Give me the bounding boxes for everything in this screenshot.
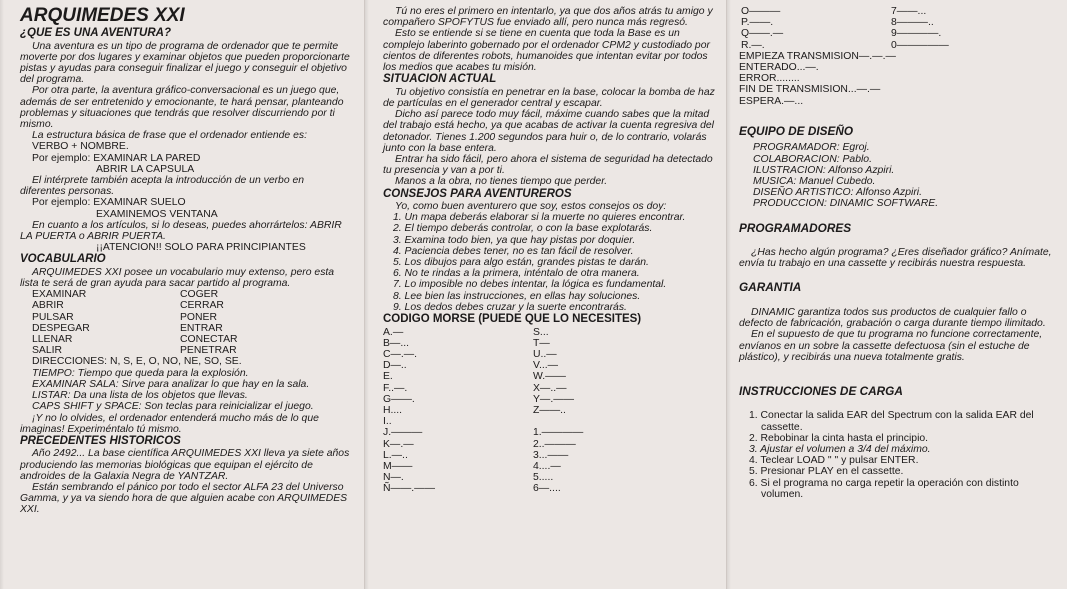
directions-line: DIRECCIONES: N, S, E, O, NO, NE, SO, SE. bbox=[32, 356, 242, 368]
verb-item: EXAMINAR bbox=[32, 289, 87, 301]
morse-item: E. bbox=[383, 371, 393, 383]
tip-item: 3. Examina todo bien, ya que hay pistas por doquier. bbox=[393, 234, 636, 246]
heading-vocabulario: VOCABULARIO bbox=[20, 253, 106, 266]
morse-item: I.. bbox=[383, 416, 392, 428]
credit-item: DISEÑO ARTISTICO: Alfonso Azpiri. bbox=[753, 187, 922, 199]
paragraph: Están sembrando el pánico por todo el sector ALFA 23 del Universo Gamma, y ya va siendo hora de que alguien acabe con ARQUIMEDES XXI. bbox=[20, 482, 348, 516]
heading-que-es-aventura: ¿QUE ES UNA AVENTURA? bbox=[20, 27, 171, 39]
heading-programadores: PROGRAMADORES bbox=[739, 220, 852, 235]
heading-equipo: EQUIPO DE DISEÑO bbox=[739, 123, 854, 138]
morse-item: Z——.. bbox=[533, 405, 566, 416]
morse-item: M—— bbox=[383, 461, 413, 473]
example-line: Por ejemplo: EXAMINAR LA PARED bbox=[32, 152, 201, 164]
load-step: 6. Si el programa no carga repetir la operación con distinto volumen. bbox=[749, 477, 1019, 500]
signal-item: ERROR........ bbox=[739, 73, 800, 85]
column-left bbox=[0, 0, 364, 589]
heading-situacion: SITUACION ACTUAL bbox=[383, 73, 497, 86]
credit-item: PROGRAMADOR: Egroj. bbox=[753, 142, 870, 154]
warning-line: ¡¡ATENCION!! SOLO PARA PRINCIPIANTES bbox=[96, 242, 306, 254]
morse-item: 0————— bbox=[891, 39, 949, 51]
morse-item: N—. bbox=[383, 472, 404, 484]
example-line: EXAMINEMOS VENTANA bbox=[96, 208, 218, 220]
verb-list bbox=[20, 289, 350, 356]
paragraph: En el supuesto de que tu programa no funcione correctamente, envíanos en un sobre la cassette defectuosa (sin el estuche de plástico), y recibirás una nueva totalmente gratis. bbox=[739, 329, 1043, 363]
paragraph: ¿Has hecho algún programa? ¿Eres diseñador gráfico? Anímate, envía tu trabajo en una cassette y recibirás nuestra respuesta. bbox=[739, 247, 1052, 270]
morse-item: 3...—— bbox=[533, 449, 569, 461]
heading-garantia: GARANTIA bbox=[739, 280, 802, 295]
paragraph: ¡Y no lo olvides, el ordenador entenderá mucho más de lo que imaginas! Experiméntalo tú mismo. bbox=[20, 412, 319, 435]
signal-item: EMPIEZA TRANSMISION—.—.— bbox=[739, 50, 896, 62]
command-line: LISTAR: Da una lista de los objetos que llevas. bbox=[32, 390, 248, 402]
paragraph: Yo, como buen aventurero que soy, estos consejos os doy: bbox=[395, 201, 667, 213]
command-line: EXAMINAR SALA: Sirve para analizar lo que hay en la sala. bbox=[32, 378, 310, 390]
heading-consejos: CONSEJOS PARA AVENTUREROS bbox=[383, 187, 572, 200]
morse-item: 1.———— bbox=[533, 427, 584, 439]
credit-item: PRODUCCION: DINAMIC SOFTWARE. bbox=[753, 198, 939, 210]
load-steps-list bbox=[739, 410, 1053, 500]
tip-item: 8. Lee bien las instrucciones, en ellas hay soluciones. bbox=[393, 290, 641, 302]
heading-instrucciones-carga: INSTRUCCIONES DE CARGA bbox=[739, 383, 903, 398]
paragraph: Manos a la obra, no tienes tiempo que perder. bbox=[395, 176, 608, 188]
verb-item: CONECTAR bbox=[180, 334, 238, 346]
column-middle bbox=[364, 0, 726, 589]
paragraph: Tú no eres el primero en intentarlo, ya que dos años atrás tu amigo y compañero SPOFYTUS fue enviado allí, pero nunca más regresó. bbox=[383, 6, 713, 29]
tip-item: 6. No te rindas a la primera, inténtalo de otra manera. bbox=[393, 268, 640, 280]
verb-item: PULSAR bbox=[32, 311, 74, 323]
morse-item bbox=[533, 416, 720, 427]
column-right bbox=[726, 0, 1067, 589]
morse-table bbox=[383, 327, 720, 495]
morse-item: C—.—. bbox=[383, 348, 418, 360]
verb-item: COGER bbox=[180, 289, 219, 301]
verb-item: ABRIR bbox=[32, 300, 64, 312]
morse-item: 8———.. bbox=[891, 17, 934, 29]
signal-list bbox=[739, 51, 1053, 107]
credit-item: MUSICA: Manuel Cubedo. bbox=[753, 175, 876, 187]
heading-morse: CODIGO MORSE (PUEDE QUE LO NECESITES) bbox=[383, 313, 642, 326]
morse-item: Y—.—— bbox=[533, 393, 574, 405]
tip-item: 7. Lo imposible no debes intentar, la lógica es fundamental. bbox=[393, 279, 667, 291]
paragraph: Esto se entiende si se tiene en cuenta que toda la Base es un complejo laberinto gobernado por el ordenador CPM2 y custodiado por cientos de diferentes robots, humanoides que intentan evitar por todos los medios que acabes tu misión. bbox=[383, 28, 710, 74]
morse-item: D—.. bbox=[383, 360, 407, 372]
game-title: ARQUIMEDES XXI bbox=[20, 5, 185, 26]
verb-item: PENETRAR bbox=[180, 345, 237, 357]
morse-item: T— bbox=[533, 337, 550, 349]
tips-list bbox=[383, 212, 720, 313]
credits-list bbox=[739, 142, 1053, 209]
tip-item: 2. El tiempo deberás controlar, o con la base explotarás. bbox=[393, 223, 653, 235]
paragraph: Entrar ha sido fácil, pero ahora el sistema de seguridad ha detectado tu presencia y van a por ti. bbox=[383, 153, 713, 177]
signal-item: FIN DE TRANSMISION...—.— bbox=[739, 84, 881, 96]
morse-item: 9————. bbox=[891, 28, 942, 40]
paragraph: Una aventura es un tipo de programa de ordenador que te permite moverte por dos lugares y examinar objetos que pueden proporcionarte pistas y ayudas para conseguir finalizar el juego y conseguir el objetivo del programa. bbox=[20, 40, 350, 86]
verb-item: ENTRAR bbox=[180, 322, 223, 334]
verb-item: CERRAR bbox=[180, 300, 224, 312]
morse-item: Q——.— bbox=[741, 28, 784, 40]
paragraph: La estructura básica de frase que el ordenador entiende es: bbox=[32, 130, 307, 142]
morse-item: G——. bbox=[383, 393, 415, 405]
signal-item: ENTERADO...—. bbox=[739, 62, 819, 74]
signal-item: ESPERA.—... bbox=[739, 95, 804, 107]
morse-item: O——— bbox=[741, 6, 781, 17]
morse-item: 2..——— bbox=[533, 438, 576, 450]
command-line: TIEMPO: Tiempo que queda para la explosión. bbox=[32, 367, 249, 379]
morse-item: A.— bbox=[383, 326, 404, 338]
morse-item: 4....— bbox=[533, 461, 561, 473]
example-line: Por ejemplo: EXAMINAR SUELO bbox=[32, 197, 186, 209]
verb-item: LLENAR bbox=[32, 334, 73, 346]
morse-item: W.—— bbox=[533, 371, 566, 383]
tip-item: 1. Un mapa deberás elaborar si la muerte no quieres encontrar. bbox=[393, 212, 686, 224]
load-step: 4. Teclear LOAD " " y pulsar ENTER. bbox=[749, 455, 919, 467]
morse-item: 7——... bbox=[891, 6, 927, 17]
paragraph: Tu objetivo consistía en penetrar en la base, colocar la bomba de haz de partículas en el generador central y escapar. bbox=[383, 86, 715, 109]
morse-item: U..— bbox=[533, 348, 557, 360]
morse-item: S... bbox=[533, 326, 549, 338]
paragraph: El intérprete también acepta la introducción de un verbo en diferentes personas. bbox=[20, 174, 305, 198]
command-line: CAPS SHIFT y SPACE: Son teclas para reinicializar el juego. bbox=[32, 401, 314, 413]
paragraph: Por otra parte, la aventura gráfico-conversacional es un juego que, además de ser entretenido y emocionante, te hará pensar, planteando problemas y situaciones que tendrás que resolver discurriendo por ti mismo. bbox=[20, 85, 344, 130]
load-step: 1. Conectar la salida EAR del Spectrum con la salida EAR del cassette. bbox=[749, 410, 1034, 433]
paragraph: Año 2492... La base científica ARQUIMEDES XXI lleva ya siete años produciendo las memorias biológicas que equipan el ejército de androides de la Galaxia Negra de YANTZAR. bbox=[20, 448, 350, 482]
morse-item: 6—.... bbox=[533, 483, 561, 495]
credit-item: ILUSTRACION: Alfonso Azpiri. bbox=[753, 164, 895, 176]
morse-table-continued bbox=[739, 6, 1053, 51]
morse-item: H.... bbox=[383, 405, 403, 416]
verb-item: PONER bbox=[180, 311, 217, 323]
load-step: 2. Rebobinar la cinta hasta el principio. bbox=[749, 432, 929, 444]
verb-item: DESPEGAR bbox=[32, 322, 90, 334]
morse-item: F..—. bbox=[383, 382, 408, 394]
morse-item: P.——. bbox=[741, 17, 774, 29]
morse-item: 5..... bbox=[533, 472, 554, 484]
heading-precedentes: PRECEDENTES HISTORICOS bbox=[20, 434, 181, 447]
morse-item: R.—. bbox=[741, 39, 765, 51]
morse-item: J.——— bbox=[383, 427, 423, 439]
load-step: 5. Presionar PLAY en el cassette. bbox=[749, 466, 904, 478]
morse-item: K—.— bbox=[383, 438, 414, 450]
morse-item: B—... bbox=[383, 337, 409, 349]
paragraph: DINAMIC garantiza todos sus productos de cualquier fallo o defecto de fabricación, grabación o carga durante tiempo ilimitado. bbox=[739, 306, 1046, 330]
morse-item: Ñ——.—— bbox=[383, 483, 435, 495]
morse-item: V...— bbox=[533, 360, 559, 372]
morse-item: X—..— bbox=[533, 382, 567, 394]
example-line: ABRIR LA CAPSULA bbox=[96, 163, 195, 175]
load-step: 3. Ajustar el volumen a 3/4 del máximo. bbox=[749, 444, 931, 456]
paragraph: En cuanto a los artículos, si lo deseas, puedes ahorrártelos: ABRIR LA PUERTA o ABRIR PUERTA. bbox=[20, 219, 342, 242]
verb-item: SALIR bbox=[32, 345, 63, 357]
paragraph: Dicho así parece todo muy fácil, máxime cuando sabes que la mitad del trabajo está hecho, ya que acabas de activar la cuenta regresiva del detonador. Tienes 1.200 segundos para huir o, de lo contrario, volarás junto con la base entera. bbox=[383, 109, 714, 154]
tip-item: 4. Paciencia debes tener, no es tan fácil de resolver. bbox=[393, 245, 634, 257]
morse-item: L.—.. bbox=[383, 449, 408, 461]
tip-item: 5. Los dibujos para algo están, grandes pistas te darán. bbox=[393, 257, 649, 269]
credit-item: COLABORACION: Pablo. bbox=[753, 153, 872, 165]
tip-item: 9. Los dedos debes cruzar y la suerte encontrarás. bbox=[393, 301, 627, 313]
paragraph: ARQUIMEDES XXI posee un vocabulario muy extenso, pero esta lista te será de gran ayuda para sacar partido al programa. bbox=[20, 266, 335, 290]
syntax-line: VERBO + NOMBRE. bbox=[32, 141, 129, 153]
